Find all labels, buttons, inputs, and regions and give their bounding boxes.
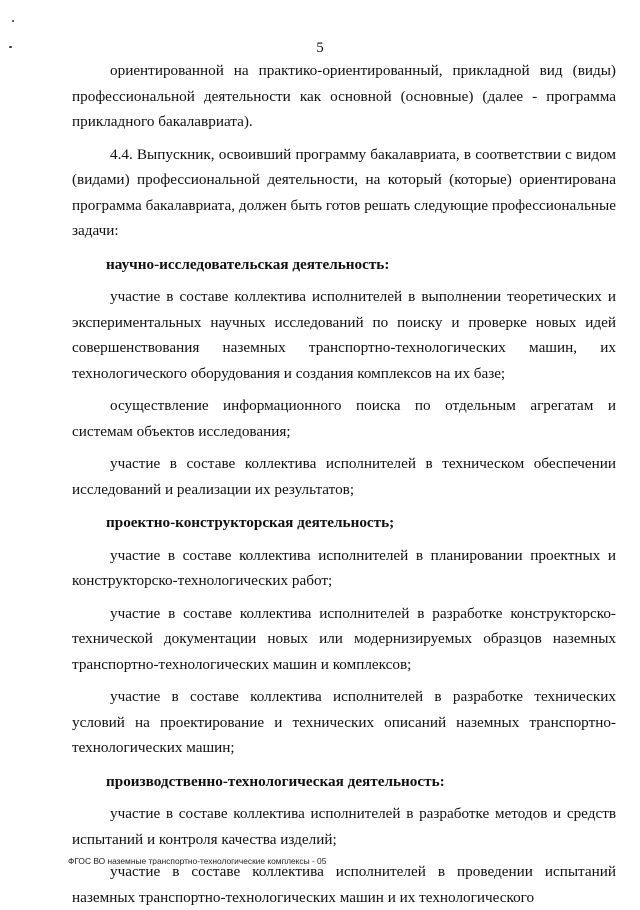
paragraph: участие в составе коллектива исполнителей в проведении испытаний наземных транспортно-технологических машин и их технологического — [72, 863, 616, 906]
paragraph: участие в составе коллектива исполнителей в разработке методов и средств испытаний и контроля качества изделий; — [72, 805, 616, 848]
section-heading: научно-исследовательская деятельность: — [106, 255, 390, 273]
paragraph: осуществление информационного поиска по отдельным агрегатам и системам объектов исследования; — [72, 397, 616, 440]
paragraph: участие в составе коллектива исполнителей в разработке конструкторско-технической документации новых или модернизируемых образцов наземных транспортно-технологических машин и комплексов; — [72, 604, 616, 673]
paragraph: участие в составе коллектива исполнителей в техническом обеспечении исследований и реализации их результатов; — [72, 455, 616, 498]
paragraph: участие в составе коллектива исполнителей в разработке технических условий на проектирование и технических описаний наземных транспортно-технологических машин; — [72, 688, 616, 756]
document-footer: ФГОС ВО наземные транспортно-технологические комплексы - 05 — [68, 856, 327, 866]
paragraph: 4.4. Выпускник, освоивший программу бакалавриата, в соответствии с видом (видами) профессиональной деятельности, на который (которые) ориентирована программа бакалавриата, должен быть готов решать следующие профессиональные задачи: — [72, 145, 616, 239]
page-body — [72, 58, 616, 910]
paragraph: участие в составе коллектива исполнителей в планировании проектных и конструкторско-технологических работ; — [72, 546, 616, 589]
section-heading: производственно-технологическая деятельность: — [106, 772, 445, 790]
section-heading: проектно-конструкторская деятельность; — [106, 514, 395, 531]
paragraph: ориентированной на практико-ориентированный, прикладной вид (виды) профессиональной деятельности как основной (основные) (далее - программа прикладного бакалавриата). — [72, 62, 616, 130]
page-number: 5 — [316, 40, 324, 56]
paragraph: участие в составе коллектива исполнителей в выполнении теоретических и экспериментальных научных исследований по поиску и проверке новых идей совершенствования наземных транспортно-технологических машин, их технологического оборудования и создания комплексов на их базе; — [72, 288, 616, 382]
scan-speck — [12, 20, 14, 22]
